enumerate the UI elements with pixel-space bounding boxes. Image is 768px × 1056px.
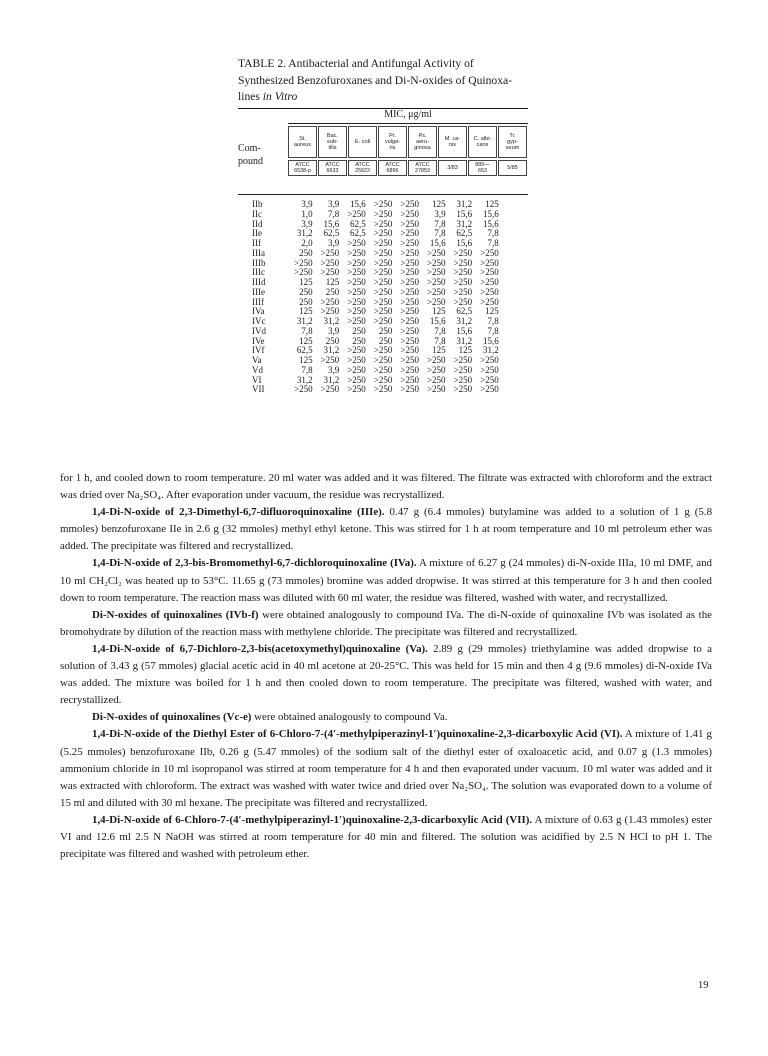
compound-cell: IIIe	[252, 286, 265, 297]
mic-value-cell: >250	[347, 296, 366, 307]
strain-line: ATCC	[295, 162, 310, 168]
strain-line: 6633	[326, 168, 339, 174]
organism-name-line: ginosa	[414, 145, 431, 152]
mic-value-cell: >250	[426, 364, 446, 375]
mic-header: MIC, μg/ml	[384, 109, 432, 120]
compound-cell: IIIa	[252, 247, 265, 258]
mic-value-cell: >250	[320, 355, 340, 365]
mic-value-cell: >250	[480, 257, 499, 268]
mic-value-cell: 7,8	[487, 228, 499, 239]
mic-value-cell: 250	[299, 247, 313, 258]
mic-value-cell: >250	[373, 247, 393, 258]
mic-value-cell: >250	[373, 257, 393, 268]
paragraph-text: A mixture of 1.41 g (5.25 mmoles) benzofuroxane IIb, 0.26 g (5.47 mmoles) of the sodium salt of the diethyl ester of oxaloacetic acid, and 0.07 g (1.3 mmoles) ammonium chloride in 10 ml isopropanol was stirred at room temperature for 4 h and then evaporated under vacuum. 10 ml water was added and it was extracted with chloroform. The extract was washed with water twice and dried over Na₂SO₄. The solution was evaporated down to a volume of 15 ml and diluted with 30 ml hexane. The precipitate was filtered and recrystallized.	[60, 728, 712, 809]
mic-value-cell: >250	[453, 374, 473, 385]
mic-value-cell: >250	[400, 335, 419, 346]
compound-cell: Vd	[252, 364, 263, 375]
mic-value-cell: 7,8	[434, 228, 446, 239]
mic-value-cell: >250	[373, 208, 393, 219]
mic-value-cell: >250	[400, 286, 419, 297]
mic-value-cell: 7,8	[301, 325, 313, 336]
compound-cell: IIIf	[252, 296, 264, 307]
mic-value-cell: >250	[347, 374, 366, 385]
strain-header	[348, 160, 377, 176]
paragraph	[60, 726, 712, 811]
mic-value-cell: 7,8	[487, 238, 499, 248]
mic-value-cell: >250	[453, 364, 473, 375]
mic-value-cell: >250	[453, 267, 473, 278]
mic-value-cell: >250	[480, 384, 499, 395]
mic-value-cell: 62,5	[296, 345, 313, 356]
mic-value-cell: 250	[378, 335, 393, 346]
mic-value-cell: >250	[400, 364, 419, 375]
mic-value-cell: 15,6	[323, 218, 340, 229]
mic-value-cell: 15,6	[350, 199, 366, 209]
compound-cell: IIc	[252, 208, 262, 219]
strain-header	[498, 160, 527, 176]
compound-cell: IVa	[252, 306, 265, 317]
mic-value-cell: >250	[400, 355, 419, 365]
mic-value-cell: >250	[426, 267, 446, 278]
strain-header-text	[507, 165, 518, 171]
strain-line: ATCC	[415, 162, 430, 168]
mic-value-cell: >250	[480, 355, 499, 365]
mic-value-cell: 125	[299, 355, 313, 365]
mic-value-cell: 7,8	[487, 316, 499, 326]
caption-line-3	[238, 89, 538, 106]
mic-value-cell: 125	[432, 306, 446, 317]
strain-line: 653	[477, 168, 487, 174]
mic-value-cell: 250	[352, 335, 366, 346]
strain-line: ATCC	[385, 162, 400, 168]
mic-value-cell: >250	[400, 218, 419, 229]
compound-cell: IIIc	[252, 267, 265, 278]
mic-value-cell: >250	[480, 296, 499, 307]
mic-value-cell: 15,6	[429, 238, 446, 248]
mic-value-cell: >250	[426, 374, 446, 385]
mic-value-cell: 7,8	[327, 208, 340, 219]
mic-value-cell: >250	[480, 267, 499, 278]
paragraph-text: A mixture of 0.63 g (1.43 mmoles) ester VI and 12.6 ml 2.5 N NaOH was stirred at room temperature for 40 min and filtered. The solution was acidified by 2.5 N HCl to pH 1. The precipitate was filtered and washed with petroleum ether.	[60, 813, 712, 861]
mic-value-cell: >250	[347, 247, 366, 258]
mic-value-cell: >250	[453, 355, 473, 365]
compound-cell: IId	[252, 218, 263, 229]
mic-value-cell: >250	[347, 355, 366, 365]
strain-header	[378, 160, 407, 176]
mic-value-cell: 3,9	[434, 208, 446, 219]
mic-value-cell: 125	[299, 306, 313, 317]
compound-cell: VII	[252, 384, 265, 395]
organism-name-line: Pr.	[389, 132, 396, 139]
mic-value-cell: 7,8	[434, 335, 446, 346]
mic-value-cell: >250	[400, 306, 419, 317]
mic-value-cell: >250	[480, 286, 499, 297]
mic-value-cell: >250	[400, 228, 419, 239]
mic-value-cell: >250	[453, 277, 473, 287]
mic-value-cell: >250	[426, 296, 446, 307]
mic-value-cell: >250	[426, 257, 446, 268]
paragraph-heading: 1,4-Di-N-oxide of 6,7-Dichloro-2,3-bis(acetoxymethyl)quinoxaline (Va).	[92, 642, 428, 655]
strain-line: 6896	[386, 168, 399, 174]
mic-value-cell: 31,2	[456, 316, 473, 326]
strain-header	[468, 160, 497, 176]
mic-value-cell: 3,9	[327, 199, 340, 209]
paragraph-text: for 1 h, and cooled down to room temperature. 20 ml water was added and it was filtered. The filtrate was extracted with chloroform and the extract was dried over Na₂SO₄. After evaporation under vacuum, the residue was recrystallized.	[60, 472, 712, 502]
organism-header	[468, 126, 497, 158]
mic-value-cell: 7,8	[434, 325, 446, 336]
mic-value-cell: >250	[373, 306, 393, 317]
organism-header-text	[474, 136, 492, 148]
mic-value-cell: 250	[299, 286, 313, 297]
mic-value-cell: 31,2	[323, 316, 340, 326]
mic-value-cell: >250	[320, 247, 340, 258]
organism-name-line: cans	[476, 142, 489, 148]
organism-name-line: aureus	[293, 142, 312, 148]
strain-line: 3/83	[447, 165, 458, 171]
paragraph	[60, 641, 712, 709]
paragraph-heading: 1,4-Di-N-oxide of 2,3-Dimethyl-6,7-difluoroquinoxaline (IIIe).	[92, 506, 385, 519]
mic-value-cell: >250	[294, 257, 313, 268]
organism-name-line: E. coli	[354, 138, 371, 145]
mic-value-cell: >250	[373, 364, 393, 375]
mic-value-cell: >250	[426, 384, 446, 395]
compound-cell: IIf	[252, 238, 261, 248]
strain-line: ATCC	[355, 162, 370, 168]
mic-value-cell: >250	[426, 277, 446, 287]
mic-value-cell: >250	[400, 267, 419, 278]
mic-value-cell: 250	[325, 335, 340, 346]
organism-name-line: Ps.	[418, 132, 427, 139]
table-caption	[238, 56, 538, 106]
mic-value-cell: 31,2	[456, 218, 473, 229]
mic-value-cell: >250	[400, 374, 419, 385]
organism-header	[438, 126, 467, 158]
mic-value-cell: >250	[453, 296, 473, 307]
mic-value-cell: 250	[325, 286, 340, 297]
table-body	[238, 200, 528, 395]
table-row	[238, 385, 528, 395]
mic-value-cell: 3,9	[327, 238, 340, 248]
organism-header-text	[294, 136, 311, 148]
mic-value-cell: 125	[432, 199, 446, 209]
organism-name-line: Bac.	[326, 132, 339, 139]
mic-value-cell: >250	[373, 267, 393, 278]
paragraph-text: were obtained analogously to compound IVa. The di-N-oxide of quinoxaline IVb was isolated as the bromohydrate by dilution of the reaction mass with methylene chloride. The precipitate was filtered and recrystallized.	[60, 608, 712, 638]
mic-value-cell: >250	[373, 374, 393, 385]
mic-value-cell: 31,2	[456, 199, 473, 209]
mic-value-cell: 15,6	[456, 208, 473, 219]
compound-header-line-1: Com-	[238, 143, 261, 154]
mic-value-cell: 15,6	[429, 316, 446, 326]
organism-name-line: gyp-	[507, 138, 518, 145]
organism-name-line: vulga-	[384, 138, 401, 145]
mic-value-cell: >250	[373, 384, 393, 395]
caption-line-3-italic: in Vitro	[262, 90, 298, 103]
mic-value-cell: >250	[373, 345, 393, 356]
paragraph	[60, 709, 712, 726]
strain-line: ATCC	[325, 162, 340, 168]
mic-value-cell: >250	[373, 316, 393, 326]
mic-value-cell: 31,2	[323, 345, 340, 356]
strain-line: 5/85	[507, 165, 518, 171]
mic-value-cell: 62,5	[323, 228, 340, 239]
organism-header	[498, 126, 527, 158]
organism-header-text	[355, 139, 370, 145]
mic-value-cell: >250	[480, 247, 499, 258]
organism-header-text	[385, 133, 400, 152]
mic-value-cell: >250	[320, 257, 340, 268]
mic-value-cell: >250	[453, 257, 473, 268]
mic-value-cell: 62,5	[456, 228, 473, 239]
organism-header	[348, 126, 377, 158]
mic-value-cell: 15,6	[483, 335, 499, 346]
mic-value-cell: 1,0	[301, 208, 313, 219]
compound-header	[238, 142, 263, 168]
mic-value-cell: >250	[320, 296, 340, 307]
mic-value-cell: 62,5	[350, 228, 366, 239]
mic-value-cell: 7,8	[301, 364, 313, 375]
paragraph-heading: 1,4-Di-N-oxide of 2,3-bis-Bromomethyl-6,7-dichloroquinoxaline (IVa).	[92, 557, 417, 570]
organism-name-line: ris	[389, 145, 396, 152]
mic-value-cell: 125	[299, 335, 313, 346]
mic-value-cell: >250	[453, 286, 473, 297]
compound-cell: VI	[252, 374, 262, 385]
mic-value-cell: >250	[400, 325, 419, 336]
strain-header-text	[475, 162, 489, 174]
mic-value-cell: >250	[373, 355, 393, 365]
paragraph-text: 2.89 g (29 mmoles) triethylamine was added dropwise to a solution of 3.43 g (57 mmoles) glacial acetic acid in 40 ml acetone at 20-25°C. This was held for 15 min and then 4 g (9.6 mmoles) di-N-oxide IVa was added. The mixture was boiled for 1 h and then cooled down to room temperature. The precipitate was filtered, washed with water, and recrystallized.	[60, 642, 712, 707]
mic-value-cell: >250	[373, 277, 393, 287]
mic-value-cell: >250	[373, 218, 393, 229]
mic-value-cell: 62,5	[350, 218, 366, 229]
mic-value-cell: >250	[347, 316, 366, 326]
mic-value-cell: 125	[299, 277, 313, 287]
organism-name-line: sub-	[327, 138, 338, 145]
paragraph	[60, 470, 712, 504]
mic-value-cell: 15,6	[456, 325, 473, 336]
paragraph	[60, 607, 712, 641]
organism-name-line: seum	[505, 145, 520, 152]
organism-header-text	[445, 136, 461, 148]
organism-header	[288, 126, 317, 158]
strain-header-text	[415, 162, 430, 174]
mic-value-cell: 31,2	[296, 228, 313, 239]
mic-value-cell: >250	[400, 208, 419, 219]
mic-value-cell: 2,0	[301, 238, 313, 248]
organism-header	[408, 126, 437, 158]
mic-value-cell: 3,9	[301, 218, 313, 229]
paragraph-text: A mixture of 6.27 g (24 mmoles) di-N-oxide IIIa, 10 ml DMF, and 10 ml CH₂Cl₂ was heated up to 53°C. 11.65 g (73 mmoles) bromine was added dropwise. It was stirred at this temperature for 3 h and then cooled down to room temperature. The reaction mass was diluted with 60 ml water, the residue was filtered, washed with water, and recrystallized.	[60, 557, 712, 604]
mic-value-cell: 15,6	[456, 238, 473, 248]
organism-header	[318, 126, 347, 158]
mic-value-cell: >250	[400, 345, 419, 356]
strain-header-text	[355, 162, 370, 174]
mic-value-cell: >250	[480, 374, 499, 385]
mic-value-cell: 62,5	[456, 306, 473, 317]
strain-header	[318, 160, 347, 176]
organism-name-line: C. albi-	[473, 135, 492, 142]
paragraph	[60, 504, 712, 555]
mic-rule	[288, 123, 528, 124]
mic-value-cell: >250	[347, 257, 366, 268]
organism-name-line: tilis	[328, 145, 337, 152]
paragraph-heading: 1,4-Di-N-oxide of the Diethyl Ester of 6-Chloro-7-(4′-methylpiperazinyl-1′)quinoxaline-2,3-dicarboxylic Acid (VI).	[92, 728, 623, 741]
strain-header	[408, 160, 437, 176]
organism-header	[378, 126, 407, 158]
compound-header-line-2: pound	[238, 156, 263, 167]
mic-value-cell: 125	[485, 306, 499, 317]
mic-value-cell: >250	[320, 384, 340, 395]
paragraph-text: were obtained analogously to compound Va.	[251, 711, 448, 724]
mic-value-cell: >250	[294, 384, 313, 395]
mic-value-cell: 31,2	[296, 316, 313, 326]
mic-value-cell: 250	[378, 325, 393, 336]
mic-value-cell: >250	[400, 316, 419, 326]
mic-value-cell: >250	[426, 286, 446, 297]
mic-value-cell: >250	[320, 306, 340, 317]
strain-header-text	[294, 162, 311, 174]
mic-value-cell: 125	[485, 199, 499, 209]
mic-value-cell: >250	[400, 247, 419, 258]
strain-header	[288, 160, 317, 176]
mic-value-cell: >250	[320, 267, 340, 278]
organism-name-line: nis	[448, 142, 457, 148]
mic-value-cell: >250	[400, 199, 419, 209]
mic-value-cell: >250	[373, 286, 393, 297]
mic-value-cell: >250	[347, 286, 366, 297]
mic-value-cell: 250	[299, 296, 313, 307]
mic-value-cell: 3,9	[301, 199, 313, 209]
mic-value-cell: 31,2	[483, 345, 499, 356]
paragraph-heading: Di-N-oxides of quinoxalines (Vc-e)	[92, 711, 252, 724]
caption-line-2: Synthesized Benzofuroxanes and Di-N-oxides of Quinoxa-	[238, 73, 512, 87]
mic-value-cell: >250	[480, 364, 499, 375]
mic-value-cell: 31,2	[456, 335, 473, 346]
compound-cell: IIe	[252, 228, 262, 239]
organism-header-text	[506, 133, 520, 152]
mic-value-cell: >250	[347, 364, 366, 375]
organism-header-text	[414, 133, 430, 152]
mic-value-cell: 15,6	[483, 218, 499, 229]
caption-line-1: TABLE 2. Antibacterial and Antifungal Activity of	[238, 57, 474, 70]
header-bottom-rule	[238, 194, 528, 195]
mic-value-cell: >250	[400, 238, 419, 248]
mic-value-cell: >250	[294, 267, 313, 278]
mic-value-cell: >250	[426, 355, 446, 365]
mic-value-cell: 125	[458, 345, 473, 356]
caption-line-3-plain: lines	[238, 90, 263, 103]
strain-line: 6538-p	[294, 168, 311, 174]
organism-header-text	[327, 133, 338, 152]
mic-value-cell: 125	[325, 277, 340, 287]
strain-line: 25922	[355, 168, 370, 174]
mic-value-cell: 7,8	[434, 218, 446, 229]
mic-value-cell: >250	[373, 238, 393, 248]
mic-value-cell: 3,9	[327, 364, 340, 375]
organism-name-line: St.	[299, 135, 306, 142]
organism-name-line: M. ca-	[444, 135, 461, 142]
compound-cell: IIb	[252, 199, 263, 209]
strain-line: 885—	[475, 162, 490, 168]
compound-cell: IIId	[252, 277, 266, 287]
mic-value-cell: >250	[400, 296, 419, 307]
mic-value-cell: >250	[373, 296, 393, 307]
compound-cell: IIIb	[252, 257, 266, 268]
mic-value-cell: 31,2	[296, 374, 313, 385]
mic-value-cell: >250	[426, 247, 446, 258]
compound-cell: IVd	[252, 325, 266, 336]
strain-header	[438, 160, 467, 176]
mic-value-cell: >250	[347, 267, 366, 278]
organism-name-line: aeru-	[415, 138, 430, 145]
mic-value-cell: >250	[400, 384, 419, 395]
organism-name-line: Tr.	[509, 132, 516, 139]
mic-value-cell: >250	[347, 306, 366, 317]
mic-value-cell: >250	[347, 208, 366, 219]
compound-cell: Va	[252, 355, 262, 365]
mic-value-cell: 31,2	[323, 374, 340, 385]
compound-cell: IVc	[252, 316, 266, 326]
compound-cell: IVf	[252, 345, 265, 356]
paragraph-heading: 1,4-Di-N-oxide of 6-Chloro-7-(4′-methylpiperazinyl-1′)quinoxaline-2,3-dicarboxylic Acid (VII).	[92, 813, 533, 826]
mic-value-cell: 7,8	[487, 325, 499, 336]
strain-header-text	[325, 162, 339, 174]
strain-header-text	[385, 162, 399, 174]
page-number: 19	[698, 980, 709, 991]
mic-value-cell: >250	[373, 199, 393, 209]
paragraph	[60, 555, 712, 606]
compound-cell: IVe	[252, 335, 265, 346]
mic-value-cell: >250	[453, 384, 473, 395]
strain-header-text	[447, 165, 458, 171]
mic-value-cell: >250	[400, 277, 419, 287]
mic-value-cell: 15,6	[483, 208, 499, 219]
strain-line: 27853	[415, 168, 430, 174]
mic-value-cell: >250	[347, 384, 366, 395]
mic-value-cell: 250	[352, 325, 366, 336]
mic-value-cell: >250	[347, 345, 366, 356]
body-text	[60, 470, 712, 863]
paragraph-text: 0.47 g (6.4 mmoles) butylamine was added to a solution of 1 g (5.8 mmoles) benzofuroxane IIe in 2.6 g (32 mmoles) methyl ethyl ketone. This was stirred for 1 h at room temperature and 10 ml petroleum ether was added. The precipitate was filtered and recrystallized.	[60, 506, 713, 553]
mic-value-cell: >250	[480, 277, 499, 287]
mic-value-cell: 3,9	[327, 325, 340, 336]
mic-value-cell: 125	[432, 345, 446, 356]
paragraph	[60, 812, 712, 863]
mic-value-cell: >250	[347, 277, 366, 287]
mic-value-cell: >250	[400, 257, 419, 268]
mic-value-cell: >250	[453, 247, 473, 258]
mic-value-cell: >250	[373, 228, 393, 239]
paragraph-heading: Di-N-oxides of quinoxalines (IVb-f)	[92, 608, 259, 621]
mic-value-cell: >250	[347, 238, 366, 248]
